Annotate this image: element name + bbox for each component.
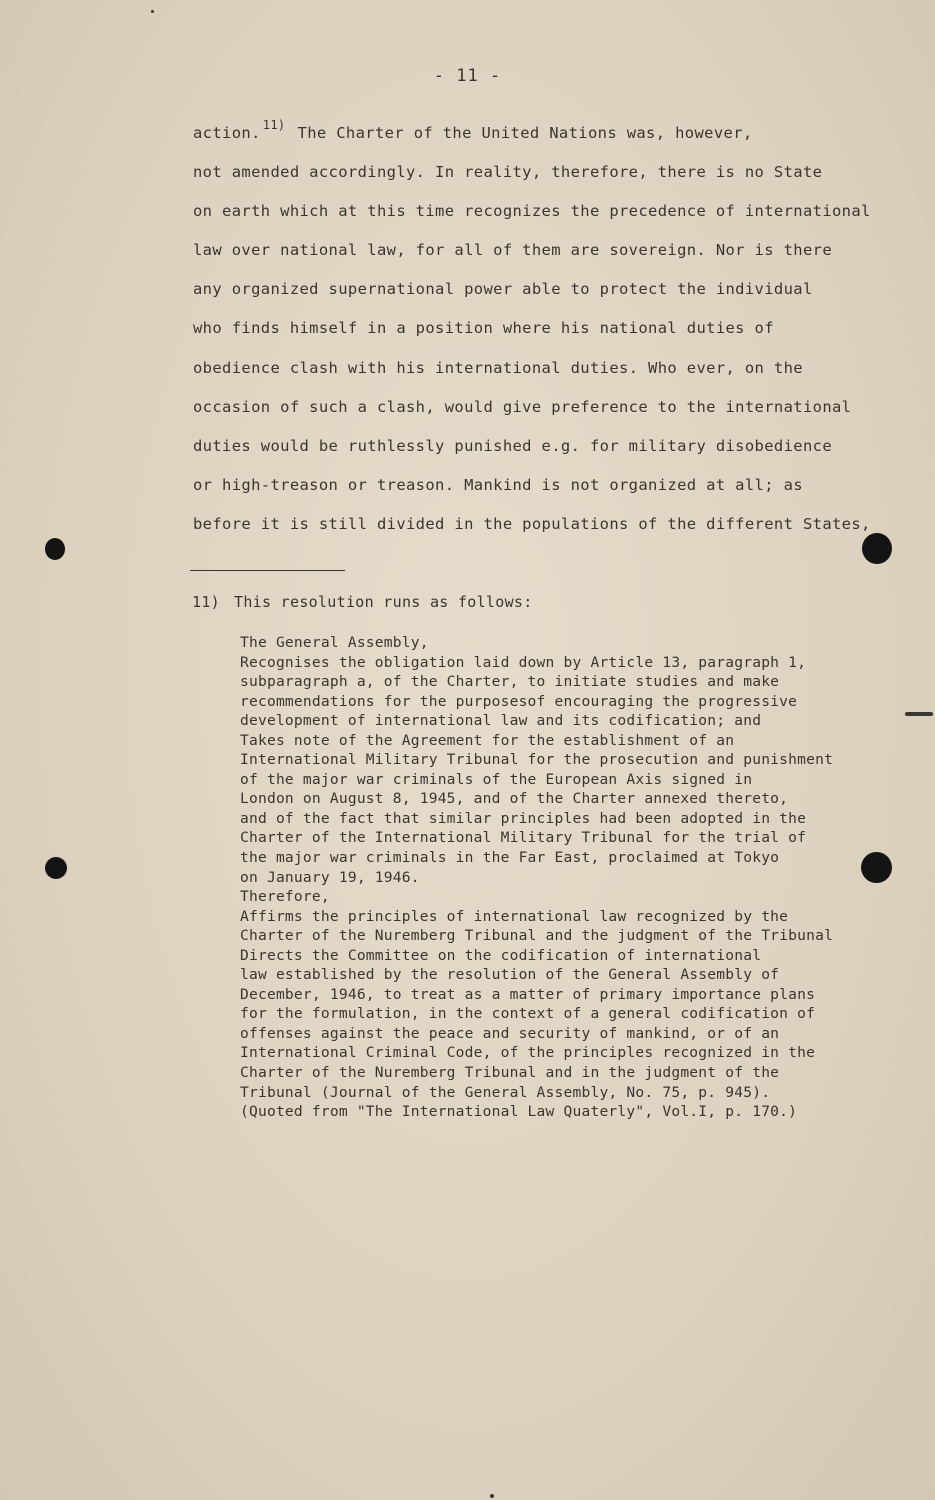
footnote-line: subparagraph a, of the Charter, to initiate studies and make: [240, 673, 780, 691]
punch-hole-left-lower: [45, 857, 67, 879]
body-first-line-rest: The Charter of the United Nations was, however,: [297, 124, 753, 142]
footnote-line: December, 1946, to treat as a matter of primary importance plans: [240, 985, 816, 1003]
footnote-line: recommendations for the purposesof encouraging the progressive: [240, 692, 798, 710]
footnote-line: Charter of the Nuremberg Tribunal and in the judgment of the: [240, 1064, 780, 1082]
body-line: law over national law, for all of them are sovereign. Nor is there: [193, 241, 832, 260]
body-line: on earth which at this time recognizes the precedence of international: [193, 202, 871, 221]
body-line: who finds himself in a position where his national duties of: [193, 319, 774, 338]
body-line: before it is still divided in the populations of the different States,: [193, 514, 871, 533]
paper-mark: [905, 712, 933, 716]
footnote-line: Directs the Committee on the codification of international: [240, 946, 762, 964]
paper-speck: [151, 10, 154, 13]
body-line: not amended accordingly. In reality, therefore, there is no State: [193, 163, 823, 182]
footnote-line: (Quoted from "The International Law Quaterly", Vol.I, p. 170.): [240, 1103, 798, 1121]
body-line: or high-treason or treason. Mankind is not organized at all; as: [193, 475, 803, 494]
punch-hole-right-upper: [862, 533, 892, 564]
punch-hole-left-upper: [45, 538, 65, 560]
footnote-line: development of international law and its codification; and: [240, 712, 762, 730]
body-line: [193, 118, 883, 157]
body-line: duties would be ruthlessly punished e.g. for military disobedience: [193, 436, 832, 455]
footnote-line: Charter of the Nuremberg Tribunal and the judgment of the Tribunal: [240, 927, 834, 945]
footnote-heading: [192, 593, 533, 611]
footnote-line: law established by the resolution of the General Assembly of: [240, 966, 780, 984]
footnote-line: Tribunal (Journal of the General Assembly, No. 75, p. 945).: [240, 1083, 771, 1101]
footnote-line: Therefore,: [240, 888, 330, 906]
footnote-separator: [190, 570, 345, 571]
footnote-line: on January 19, 1946.: [240, 868, 420, 886]
punch-hole-right-lower: [861, 852, 892, 883]
paper-speck: [490, 1494, 494, 1498]
body-line: obedience clash with his international duties. Who ever, on the: [193, 358, 803, 377]
body-text: [193, 118, 883, 548]
footnote-line: Affirms the principles of international law recognized by the: [240, 907, 789, 925]
footnote-line: offenses against the peace and security of mankind, or of an: [240, 1024, 780, 1042]
footnote-line: and of the fact that similar principles had been adopted in the: [240, 809, 807, 827]
footnote-line: London on August 8, 1945, and of the Charter annexed thereto,: [240, 790, 789, 808]
footnote-intro: This resolution runs as follows:: [234, 593, 533, 611]
footnote-quote: [240, 633, 890, 1122]
footnote-line: Recognises the obligation laid down by Article 13, paragraph 1,: [240, 653, 807, 671]
footnote-number: 11): [192, 593, 220, 611]
body-line: any organized supernational power able to protect the individual: [193, 280, 813, 299]
body-line: occasion of such a clash, would give preference to the international: [193, 397, 852, 416]
body-first-line-start: action.: [193, 124, 261, 142]
footnote-line: International Criminal Code, of the principles recognized in the: [240, 1044, 816, 1062]
footnote-line: International Military Tribunal for the prosecution and punishment: [240, 751, 834, 769]
footnote-line: the major war criminals in the Far East, proclaimed at Tokyo: [240, 849, 780, 867]
footnote-line: for the formulation, in the context of a general codification of: [240, 1005, 816, 1023]
footnote-reference: 11): [262, 118, 286, 132]
footnote-line: The General Assembly,: [240, 634, 429, 651]
footnote-line: Takes note of the Agreement for the establishment of an: [240, 731, 735, 749]
footnote-line: of the major war criminals of the European Axis signed in: [240, 770, 753, 788]
page-number: - 11 -: [433, 66, 502, 86]
footnote-line: Charter of the International Military Tribunal for the trial of: [240, 829, 807, 847]
